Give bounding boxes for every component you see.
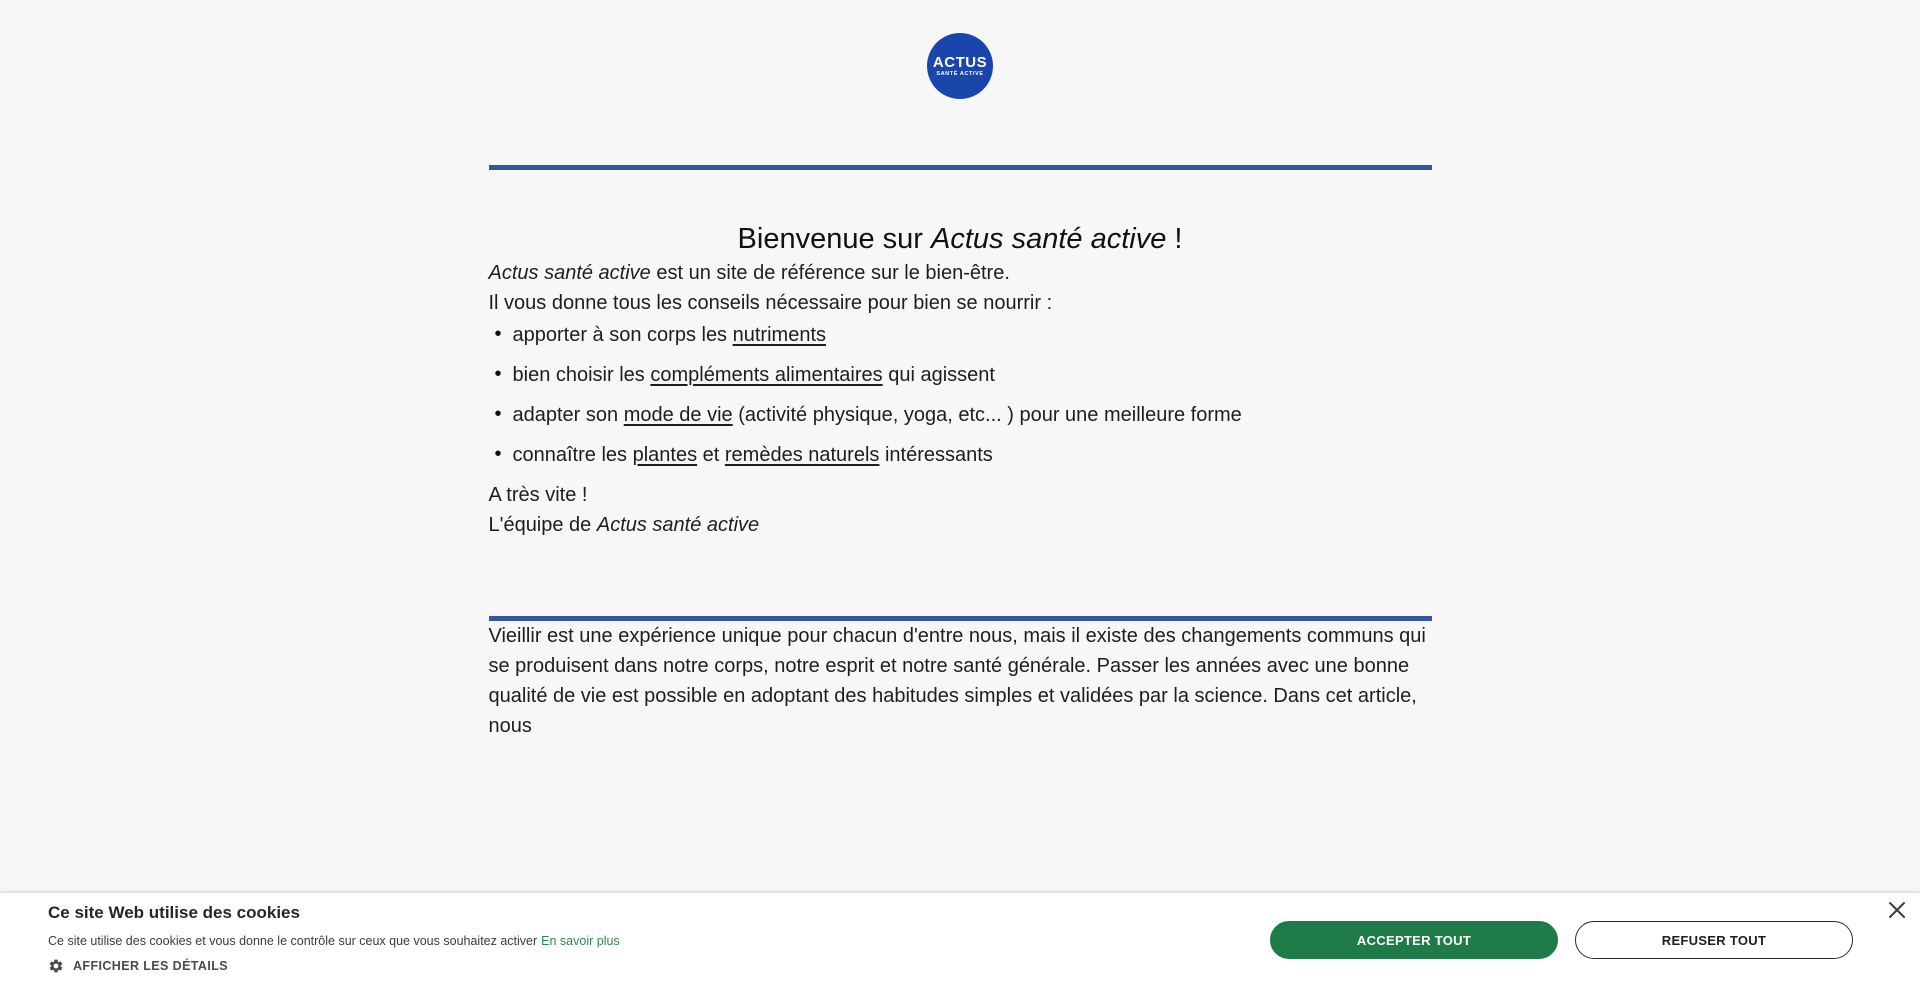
close-icon [1888, 901, 1906, 919]
close-banner-button[interactable] [1884, 897, 1910, 923]
list-item: • adapter son mode de vie (activité physique, yoga, etc... ) pour une meilleure forme [489, 400, 1432, 430]
cookie-banner-text-block [48, 902, 620, 974]
article-paragraph: Vieillir est une expérience unique pour chacun d'entre nous, mais il existe des changements communs qui se produisent dans notre corps, notre esprit et notre santé générale. Passer les années avec une bonne qualité de vie est possible en adoptant des habitudes simples et validées par la science. Dans cet article, nous [488, 625, 1426, 737]
link-mode-de-vie[interactable]: mode de vie [623, 404, 733, 426]
list-item: • connaître les plantes et remèdes naturels intéressants [489, 440, 1432, 470]
top-divider [489, 165, 1432, 170]
accept-all-button[interactable]: ACCEPTER TOUT [1270, 921, 1558, 959]
page-title-prefix: Bienvenue sur [737, 223, 931, 255]
signature-paragraph [489, 510, 1432, 540]
benefits-list [489, 320, 1432, 470]
cookie-banner-title: Ce site Web utilise des cookies [48, 903, 300, 922]
list-item: • bien choisir les compléments alimentaires qui agissent [489, 360, 1432, 390]
link-nutriments[interactable]: nutriments [732, 324, 826, 346]
intro-paragraph [489, 258, 1432, 288]
signature-site-name: Actus santé active [596, 514, 760, 536]
cookie-banner-description: Ce site utilise des cookies et vous donne le contrôle sur ceux que vous souhaitez activer En savoir plus [48, 934, 620, 948]
show-details-toggle[interactable] [48, 958, 620, 974]
refuse-all-button[interactable]: REFUSER TOUT [1575, 921, 1853, 959]
link-remedes-naturels[interactable]: remèdes naturels [724, 444, 880, 466]
intro-site-name: Actus santé active [488, 262, 651, 284]
site-logo-subtitle: SANTÉ ACTIVE [936, 70, 984, 77]
intro-text: est un site de référence sur le bien-être. [650, 262, 1010, 284]
page-content [489, 165, 1432, 741]
header [0, 0, 1920, 99]
site-logo[interactable] [927, 33, 993, 99]
page-title [489, 220, 1432, 258]
cookie-consent-banner [0, 893, 1920, 993]
show-details-label: AFFICHER LES DÉTAILS [73, 959, 228, 973]
site-logo-title: ACTUS [932, 53, 988, 71]
signature-prefix: L'équipe de [488, 514, 597, 536]
list-intro-paragraph: Il vous donne tous les conseils nécessaire pour bien se nourrir : [488, 292, 1053, 314]
learn-more-link[interactable]: En savoir plus [541, 934, 620, 948]
link-complements-alimentaires[interactable]: compléments alimentaires [650, 364, 883, 386]
link-plantes[interactable]: plantes [632, 444, 698, 466]
page-title-site-name: Actus santé active [931, 223, 1167, 255]
page-title-suffix: ! [1166, 223, 1183, 255]
gear-icon [48, 958, 64, 974]
cta-paragraph: A très vite ! [488, 484, 588, 506]
list-item: • apporter à son corps les nutriments [489, 320, 1432, 350]
